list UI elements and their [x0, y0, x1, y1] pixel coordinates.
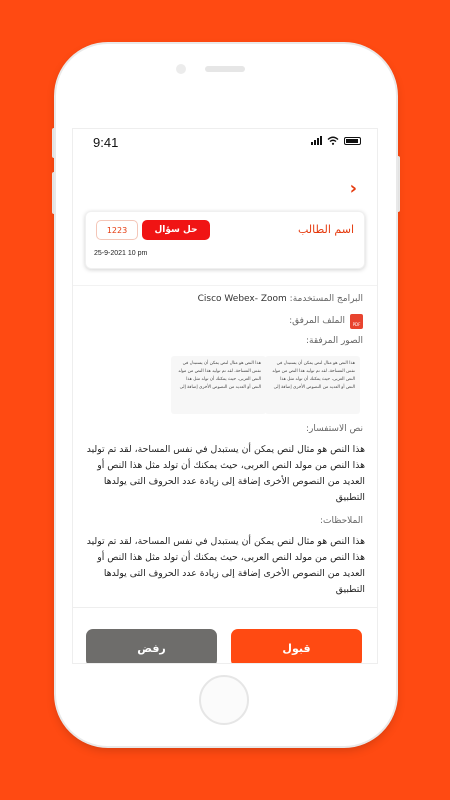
solve-question-button[interactable]: حل سؤال [142, 220, 210, 240]
inquiry-label-row [306, 424, 363, 434]
images-row [306, 336, 363, 346]
battery-icon [344, 137, 361, 145]
wifi-icon [327, 136, 339, 145]
programs-row [198, 294, 363, 304]
attached-image[interactable]: هذا النص هو مثال لنص يمكن أن يستبدل في نفس المساحة، لقد تم توليد هذا النص من مولد النص العربى، حيث يمكنك أن تولد مثل هذا النص أو العديد من النصوص الأخرى إضافة إلى [171, 356, 266, 414]
student-name-label: اسم الطالب [297, 223, 354, 236]
app-screen [72, 128, 378, 664]
accept-button[interactable]: قبول [231, 629, 362, 664]
inquiry-label: نص الاستفسار: [306, 424, 363, 434]
images-label: الصور المرفقة: [305, 336, 363, 346]
phone-speaker [205, 66, 245, 72]
status-icons [311, 136, 361, 145]
notes-label: الملاحظات: [319, 516, 363, 526]
status-bar [73, 129, 377, 155]
signal-icon [311, 136, 322, 145]
programs-value: Cisco Webex- Zoom [197, 294, 287, 304]
programs-label: البرامج المستخدمة: [289, 294, 363, 304]
home-button[interactable] [199, 675, 249, 725]
request-details [73, 285, 377, 607]
attachment-label: الملف المرفق: [289, 316, 345, 326]
request-code-badge: 1223 [96, 220, 138, 240]
notes-text: هذا النص هو مثال لنص يمكن أن يستبدل في نفس المساحة، لقد تم توليد هذا النص من مولد النص العربى، حيث يمكنك أن تولد مثل هذا النص أو العديد من النصوص الأخرى إضافة إلى زيادة عدد الحروف التى يولدها التطبيق [86, 536, 365, 595]
inquiry-text: هذا النص هو مثال لنص يمكن أن يستبدل في نفس المساحة، لقد تم توليد هذا النص من مولد النص العربى، حيث يمكنك أن تولد مثل هذا النص أو العديد من النصوص الأخرى إضافة إلى زيادة عدد الحروف التى يولدها التطبيق [86, 444, 365, 503]
request-card [85, 211, 365, 269]
reject-button[interactable]: رفض [86, 629, 217, 664]
request-date: 25-9-2021 10 pm [94, 250, 148, 257]
status-time: 9:41 [93, 135, 119, 150]
pdf-file-icon[interactable]: PDF [350, 314, 363, 329]
attached-image[interactable]: هذا النص هو مثال لنص يمكن أن يستبدل في نفس المساحة، لقد تم توليد هذا النص من مولد النص العربى، حيث يمكنك أن تولد مثل هذا النص أو العديد من النصوص الأخرى إضافة إلى [265, 356, 360, 414]
phone-side-button [396, 156, 400, 212]
actions-divider [73, 607, 377, 608]
front-camera [176, 64, 186, 74]
notes-label-row [320, 516, 363, 526]
attachment-row [289, 316, 345, 326]
chevron-right-icon[interactable]: › [349, 178, 357, 199]
